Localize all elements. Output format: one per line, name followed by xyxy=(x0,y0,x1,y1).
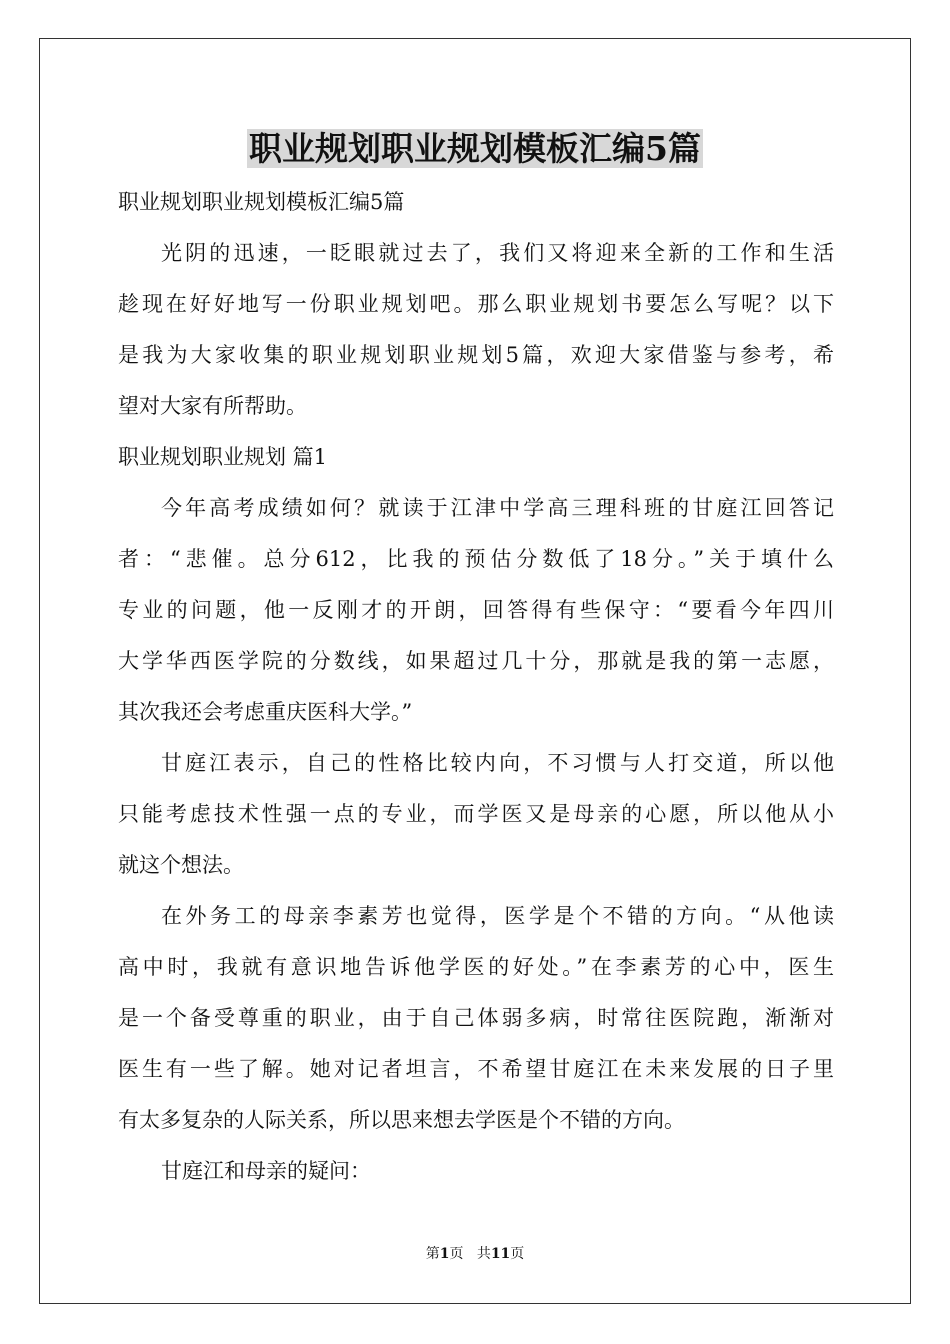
text-line: 在外务工的母亲李素芳也觉得，医学是个不错的方向。“从他读 xyxy=(161,904,834,928)
text-line: 职业规划职业规划模板汇编5篇 xyxy=(118,190,405,214)
document-body xyxy=(118,177,834,1197)
footer-prefix: 第 xyxy=(425,1246,440,1262)
text-line: 望对大家有所帮助。 xyxy=(118,394,307,418)
footer-total-prefix: 共 xyxy=(476,1246,491,1262)
text-line: 只能考虑技术性强一点的专业，而学医又是母亲的心愿，所以他从小 xyxy=(118,802,834,826)
footer-page-number: 1 xyxy=(439,1246,450,1262)
document-title-text: 职业规划职业规划模板汇编5篇 xyxy=(249,129,701,168)
text-line: 大学华西医学院的分数线，如果超过几十分，那就是我的第一志愿， xyxy=(118,649,834,673)
text-line: 就这个想法。 xyxy=(118,853,244,877)
text-line: 其次我还会考虑重庆医科大学。” xyxy=(118,700,413,724)
text-line: 趁现在好好地写一份职业规划吧。那么职业规划书要怎么写呢？以下 xyxy=(118,292,834,316)
document-title xyxy=(0,124,950,174)
text-line: 高中时，我就有意识地告诉他学医的好处。”在李素芳的心中，医生 xyxy=(118,955,834,979)
text-line: 是我为大家收集的职业规划职业规划5篇，欢迎大家借鉴与参考，希 xyxy=(118,343,834,367)
text-line: 甘庭江表示，自己的性格比较内向，不习惯与人打交道，所以他 xyxy=(161,751,834,775)
page-footer xyxy=(0,1244,950,1264)
text-line: 光阴的迅速，一眨眼就过去了，我们又将迎来全新的工作和生活 xyxy=(161,241,834,265)
footer-total-pages: 11 xyxy=(490,1246,511,1262)
text-line: 是一个备受尊重的职业，由于自己体弱多病，时常往医院跑，渐渐对 xyxy=(118,1006,834,1030)
text-line: 者：“悲催。总分612，比我的预估分数低了18分。”关于填什么 xyxy=(118,547,834,571)
footer-total-suffix: 页 xyxy=(510,1246,525,1262)
text-line: 专业的问题，他一反刚才的开朗，回答得有些保守：“要看今年四川 xyxy=(118,598,834,622)
text-line: 甘庭江和母亲的疑问： xyxy=(161,1159,371,1183)
text-line: 今年高考成绩如何？就读于江津中学高三理科班的甘庭江回答记 xyxy=(161,496,834,520)
text-line: 职业规划职业规划 篇1 xyxy=(118,445,328,469)
footer-page-suffix: 页 xyxy=(449,1246,464,1262)
text-line: 有太多复杂的人际关系，所以思来想去学医是个不错的方向。 xyxy=(118,1108,685,1132)
text-line: 医生有一些了解。她对记者坦言，不希望甘庭江在未来发展的日子里 xyxy=(118,1057,834,1081)
